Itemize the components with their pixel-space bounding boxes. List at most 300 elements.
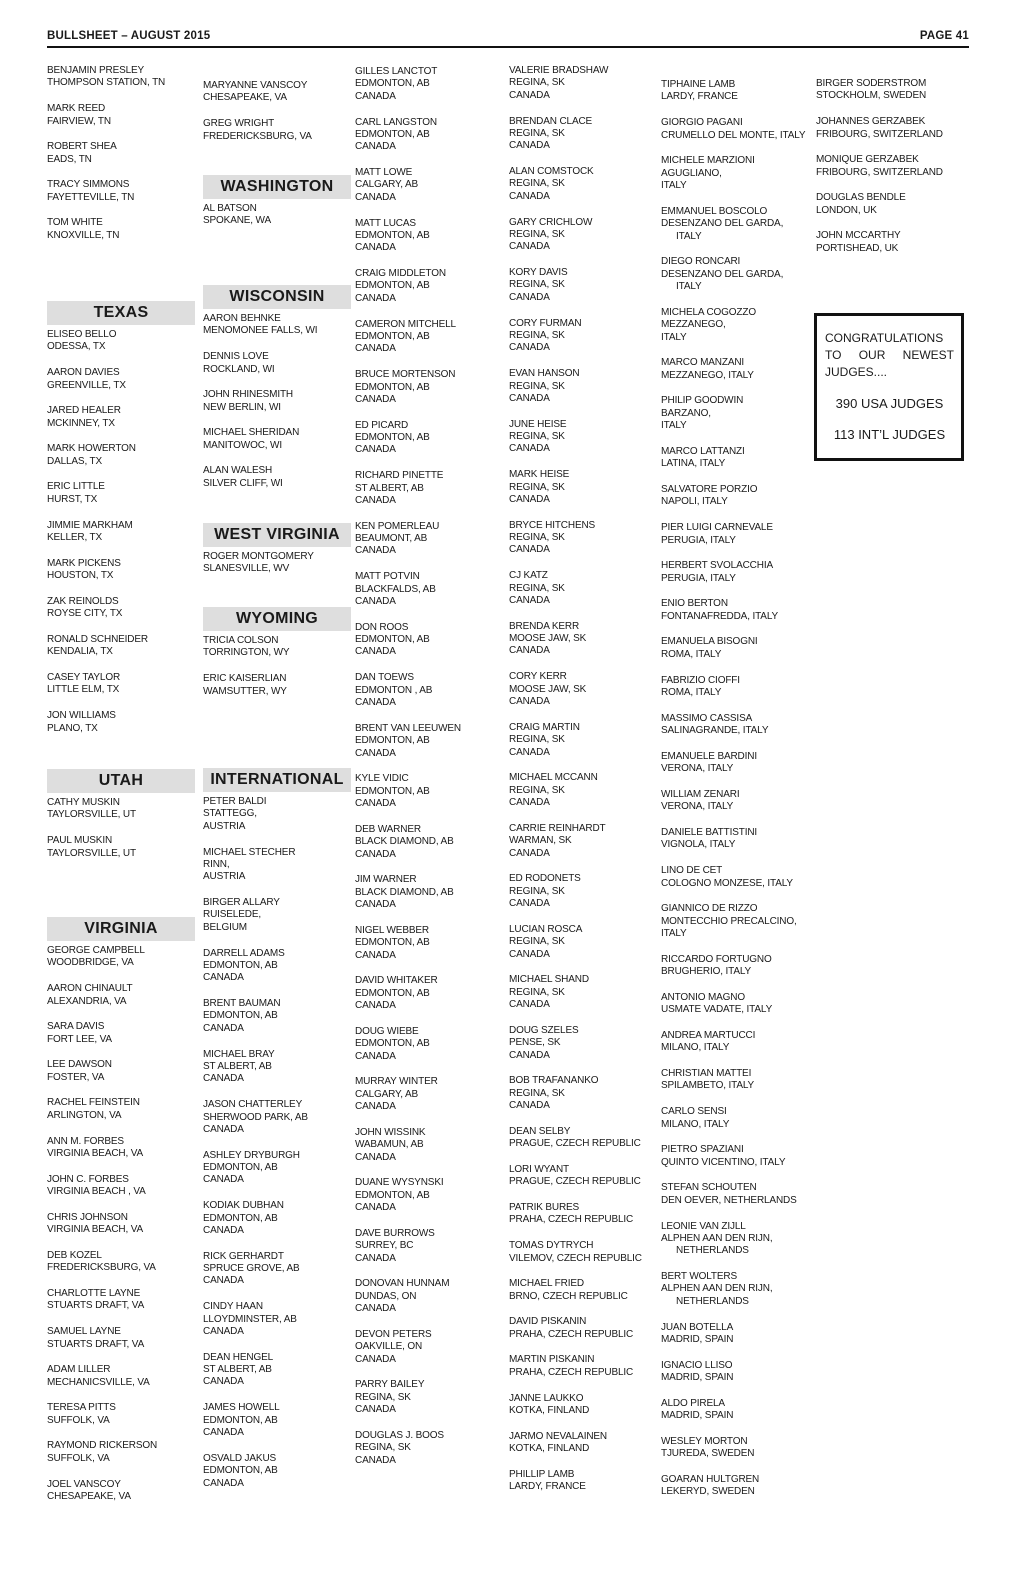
judge-entry [509,217,657,254]
judge-name: ALDO PIRELA [661,1397,725,1409]
judge-location: PRAHA, CZECH REPUBLIC [509,1366,634,1378]
judge-location: DUNDAS, ON [355,1290,417,1302]
judge-name: LUCIAN ROSCA [509,923,583,935]
judge-location: STUARTS DRAFT, VA [47,1300,145,1312]
judge-entry [355,874,503,911]
judge-location: MADRID, SPAIN [661,1410,734,1422]
judge-name: BOB TRAFANANKO [509,1075,599,1087]
judge-location: VIRGINIA BEACH , VA [47,1186,146,1198]
judge-entry [509,1025,657,1062]
judge-location: VIRGINIA BEACH, VA [47,1224,144,1236]
judge-name: JOHN RHINESMITH [203,389,293,401]
judge-location: CANADA [355,848,396,860]
virginia-section [47,917,195,1517]
judge-location: ITALY [661,928,687,940]
section-heading: INTERNATIONAL [203,768,351,792]
judge-entry [509,1164,657,1189]
judge-name: DOUGLAS J. BOOS [355,1429,444,1441]
judge-location: MEZZANEGO, ITALY [661,369,754,381]
judge-location: ITALY [676,281,702,293]
judge-name: RICCARDO FORTUGNO [661,953,772,965]
judge-name: JOHN MCCARTHY [816,230,901,242]
judge-location: CRUMELLO DEL MONTE, ITALY [661,129,806,141]
judge-name: CATHY MUSKIN [47,797,120,808]
judge-entry [355,723,503,760]
congrats-line-1: CONGRATULATIONS [825,331,944,345]
judge-entry [661,206,811,243]
judge-location: CANADA [355,90,396,102]
judge-entry [509,1202,657,1227]
judge-location: FRIBOURG, SWITZERLAND [816,128,943,140]
judge-entry [355,117,503,154]
judge-entry [661,954,811,979]
congratulations-box [814,313,964,461]
judge-entry [816,116,966,141]
judge-location: REGINA, SK [509,1087,565,1099]
judge-location: KOTKA, FINLAND [509,1443,590,1455]
judge-location: ALPHEN AAN DEN RIJN, [661,1283,773,1295]
judge-entry [509,469,657,506]
judge-location: CANADA [355,949,396,961]
judge-name: GIORGIO PAGANI [661,117,743,129]
judge-location: CANADA [509,645,550,657]
judge-entry [661,636,811,661]
judge-location: MILANO, ITALY [661,1042,730,1054]
judge-location: CANADA [355,595,396,607]
judge-location: CANADA [203,972,244,984]
judge-location: REGINA, SK [509,532,565,544]
section-heading: VIRGINIA [47,917,195,941]
west-virginia-list [203,551,351,576]
judge-name: MATT LUCAS [355,217,416,229]
judge-name: MICHAEL SHAND [509,974,589,986]
judge-name: ED RODONETS [509,873,581,885]
judge-entry [47,520,195,545]
judge-location: SUFFOLK, VA [47,1452,110,1464]
judge-entry [661,1030,811,1055]
judge-name: CRAIG MIDDLETON [355,268,446,280]
judge-name: DOUG WIEBE [355,1025,419,1037]
judge-location: REGINA, SK [509,77,565,89]
judge-location: SPOKANE, WA [203,215,271,227]
judge-location: CANADA [355,697,396,708]
judge-entry [661,1398,811,1423]
judge-name: MARK HOWERTON [47,443,136,455]
judge-name: ENIO BERTON [661,598,728,610]
judge-name: DOUGLAS BENDLE [816,192,906,204]
judge-location: REGINA, SK [509,329,565,341]
texas-list [47,329,195,735]
judge-location: NAPOLI, ITALY [661,496,728,508]
judge-location: LITTLE ELM, TX [47,684,120,696]
judge-entry [355,571,503,608]
judge-entry [509,267,657,304]
judge-location: MADRID, SPAIN [661,1372,734,1384]
judge-location: TAYLORSVILLE, UT [47,847,136,859]
judge-name: DEVON PETERS [355,1328,432,1340]
judge-name: MARK HEISE [509,469,570,481]
judge-location: WARMAN, SK [509,835,572,847]
judge-location: CANADA [355,1303,396,1315]
judge-name: JOHN WISSINK [355,1126,426,1138]
judge-name: TERESA PITTS [47,1402,116,1414]
judge-location: CANADA [203,1174,244,1186]
judge-location: CANADA [509,1100,550,1112]
judge-location: TJUREDA, SWEDEN [661,1448,755,1460]
judge-name: AARON BEHNKE [203,313,281,324]
judge-location: WOODBRIDGE, VA [47,957,134,969]
judge-location: EDMONTON, AB [355,1038,430,1050]
judge-location: PORTISHEAD, UK [816,242,899,254]
judge-name: SARA DAVIS [47,1021,105,1033]
judge-location: BELGIUM [203,921,247,933]
judge-entry [509,116,657,153]
judge-entry [661,789,811,814]
judge-entry [816,154,966,179]
judge-location: MEZZANEGO, [661,319,726,331]
judge-entry [47,1326,195,1351]
wisconsin-list [203,313,351,490]
section-heading: WISCONSIN [203,285,351,309]
judge-entry [661,1106,811,1131]
judge-entry [355,672,503,709]
judge-name: LEE DAWSON [47,1059,112,1071]
judge-location: MONTECCHIO PRECALCINO, [661,915,797,927]
judge-entry [355,218,503,255]
judge-location: EDMONTON, AB [203,1465,278,1477]
judge-location: CANADA [509,392,550,404]
judge-name: PHILLIP LAMB [509,1468,575,1480]
utah-list [47,797,195,860]
judge-name: ROBERT SHEA [47,141,117,153]
judge-name: BRUCE MORTENSON [355,369,456,381]
judge-name: AL BATSON [203,203,257,214]
judge-entry [816,192,966,217]
judge-location: MOOSE JAW, SK [509,633,587,645]
judge-entry [203,465,351,490]
judge-entry [47,1402,195,1427]
judge-location: CANADA [203,1224,244,1236]
judge-location: CANADA [509,544,550,556]
judge-name: WILLIAM ZENARI [661,788,740,800]
judge-name: CORY FURMAN [509,317,582,329]
washington-list [203,203,351,228]
judge-location: FREDERICKSBURG, VA [47,1262,156,1274]
judge-entry [355,925,503,962]
judge-name: MARCO LATTANZI [661,445,745,457]
judge-location: CANADA [509,190,550,202]
judge-location: ROYSE CITY, TX [47,608,123,620]
judge-name: JOHANNES GERZABEK [816,116,926,128]
judge-name: DUANE WYSYNSKI [355,1177,444,1189]
judge-location: PLANO, TX [47,722,98,734]
judge-entry [203,948,351,985]
judge-name: MICHAEL MCCANN [509,772,598,784]
judge-location: REGINA, SK [509,431,565,443]
judge-name: MARTIN PISKANIN [509,1354,595,1366]
judge-name: MICHAEL STECHER [203,846,296,858]
judge-location: CANADA [509,594,550,606]
judge-entry [509,1075,657,1112]
judge-location: SILVER CLIFF, WI [203,477,283,489]
judge-entry [661,1182,811,1207]
judge-entry [203,351,351,376]
judge-entry [203,1251,351,1288]
wyoming-list [203,635,351,698]
judge-entry [47,1059,195,1084]
judge-entry [661,522,811,547]
judge-name: AARON DAVIES [47,367,120,379]
judge-location: STUARTS DRAFT, VA [47,1338,145,1350]
judge-location: ARLINGTON, VA [47,1109,122,1121]
judge-location: CANADA [509,696,550,707]
judge-location: EDMONTON, AB [355,735,430,747]
judge-location: SPRUCE GROVE, AB [203,1263,300,1275]
judge-location: ALEXANDRIA, VA [47,995,127,1007]
judge-location: FAIRVIEW, TN [47,115,111,127]
judge-entry [47,1479,195,1504]
judge-name: DON ROOS [355,621,409,633]
judge-entry [47,1364,195,1389]
congrats-line-2: TO OUR NEWEST [825,348,954,362]
judge-entry [203,998,351,1035]
judge-location: CANADA [203,1427,244,1438]
judge-name: ZAK REINOLDS [47,595,119,607]
judge-entry [355,369,503,406]
judge-entry [203,635,351,660]
judge-location: EDMONTON, AB [355,280,430,292]
judge-location: CANADA [355,1050,396,1062]
judge-entry [47,1288,195,1313]
judge-location: MENOMONEE FALLS, WI [203,325,318,337]
judge-entry [203,389,351,414]
judge-entry [661,446,811,471]
judge-name: CORY KERR [509,671,567,683]
judge-location: CANADA [355,494,396,506]
judge-location: CANADA [509,291,550,303]
judge-name: GILLES LANCTOT [355,66,438,77]
judge-location: STOCKHOLM, SWEDEN [816,90,927,102]
judge-name: EMMANUEL BOSCOLO [661,205,768,217]
judge-name: ED PICARD [355,419,409,431]
judge-name: MARCO MANZANI [661,357,745,369]
judge-name: JOEL VANSCOY [47,1478,121,1490]
judge-location: MOOSE JAW, SK [509,683,587,695]
section-heading: WASHINGTON [203,175,351,199]
judge-entry [509,1278,657,1303]
judge-entry [355,1430,503,1467]
judge-entry [509,722,657,759]
judge-entry [355,167,503,204]
judge-entry [47,481,195,506]
judge-location: EDMONTON, AB [355,987,430,999]
judge-entry [203,1352,351,1389]
judge-name: JAMES HOWELL [203,1402,280,1414]
judge-location: ROCKLAND, WI [203,363,275,375]
judge-location: DESENZANO DEL GARDA, [661,268,784,280]
judge-entry [47,65,195,90]
judge-location: CALGARY, AB [355,1088,419,1100]
judge-entry [47,1440,195,1465]
judge-name: IGNACIO LLISO [661,1359,733,1371]
judge-entry [509,318,657,355]
judge-location: FORT LEE, VA [47,1033,112,1045]
judge-entry [47,672,195,697]
judge-name: DARRELL ADAMS [203,947,285,959]
judge-location: ITALY [661,331,687,343]
judge-location: LATINA, ITALY [661,458,726,470]
judge-entry [509,772,657,809]
judge-location: ST ALBERT, AB [203,1060,272,1072]
judge-location: CANADA [203,1022,244,1034]
judge-location: REGINA, SK [509,380,565,392]
judge-entry [509,166,657,203]
judge-location: CANADA [355,1454,396,1466]
judge-name: MASSIMO CASSISA [661,712,753,724]
judge-entry [661,992,811,1017]
judge-name: CARLO SENSI [661,1106,727,1118]
judge-location: NETHERLANDS [676,1295,749,1307]
judge-location: EDMONTON, AB [203,1414,278,1426]
virginia-continued [203,80,351,156]
judge-location: EDMONTON, AB [355,78,430,90]
judge-entry [661,598,811,623]
judge-entry [203,313,351,338]
judge-entry [47,1021,195,1046]
judge-name: MARYANNE VANSCOY [203,80,308,91]
judge-location: CANADA [509,342,550,354]
judge-entry [355,521,503,558]
judge-location: KNOXVILLE, TN [47,229,120,241]
judge-entry [203,897,351,934]
judge-entry [661,1360,811,1385]
judge-entry [355,1379,503,1416]
judge-location: DESENZANO DEL GARDA, [661,218,784,230]
judge-name: TRICIA COLSON [203,635,279,646]
judge-entry [47,634,195,659]
judge-entry [355,824,503,861]
judge-name: GIANNICO DE RIZZO [661,903,758,915]
judge-location: FRIBOURG, SWITZERLAND [816,166,943,178]
judge-entry [661,395,811,432]
tennessee-continued [47,65,195,256]
judge-location: CANADA [509,746,550,758]
judge-location: BEAUMONT, AB [355,533,428,545]
judge-entry [509,1316,657,1341]
section-heading: WEST VIRGINIA [203,523,351,547]
judge-entry [47,405,195,430]
judge-location: CANADA [355,242,396,254]
judge-location: TAYLORSVILLE, UT [47,809,136,821]
judge-entry [47,179,195,204]
judge-location: PRAGUE, CZECH REPUBLIC [509,1138,641,1150]
judge-location: ALPHEN AAN DEN RIJN, [661,1232,773,1244]
usa-judges-count: 390 USA JUDGES [835,396,944,411]
judge-location: BRUGHERIO, ITALY [661,966,752,978]
judge-name: SALVATORE PORZIO [661,484,758,496]
judge-name: SAMUEL LAYNE [47,1326,121,1338]
judge-location: EDMONTON, AB [355,432,430,444]
judge-location: MANITOWOC, WI [203,439,282,451]
judge-entry [47,945,195,970]
judge-entry [355,1127,503,1164]
judge-entry [203,673,351,698]
judge-name: RICHARD PINETTE [355,470,444,482]
judge-location: GREENVILLE, TX [47,379,126,391]
judge-entry [355,470,503,507]
judge-name: RONALD SCHNEIDER [47,633,148,645]
judge-location: EDMONTON, AB [355,330,430,342]
judge-location: FREDERICKSBURG, VA [203,130,312,142]
judge-location: CANADA [509,493,550,505]
judge-entry [355,1329,503,1366]
judge-name: RICK GERHARDT [203,1250,284,1262]
judge-location: REGINA, SK [509,734,565,746]
judge-name: CAMERON MITCHELL [355,318,456,330]
judge-entry [47,1250,195,1275]
judge-entry [509,974,657,1011]
judge-location: VIRGINIA BEACH, VA [47,1147,144,1159]
judge-entry [203,551,351,576]
west-virginia-section [203,523,351,589]
judge-entry [509,873,657,910]
judge-name: TOMAS DYTRYCH [509,1240,594,1252]
judge-entry [47,558,195,583]
judge-entry [509,570,657,607]
judge-entry [661,827,811,852]
judge-entry [661,357,811,382]
judge-name: MATT LOWE [355,167,413,179]
judge-location: EDMONTON, AB [203,1162,278,1174]
judge-entry [47,1097,195,1122]
judge-name: ALAN WALESH [203,465,273,477]
judge-name: BERT WOLTERS [661,1271,737,1283]
judge-location: KELLER, TX [47,531,103,543]
judge-entry [355,622,503,659]
judge-entry [661,484,811,509]
judge-location: EDMONTON, AB [355,1189,430,1201]
judge-location: SURREY, BC [355,1240,414,1252]
judge-location: NEW BERLIN, WI [203,401,281,413]
judge-name: TIPHAINE LAMB [661,79,736,90]
judge-name: DANIELE BATTISTINI [661,827,758,838]
judge-entry [47,443,195,468]
judge-location: CANADA [509,999,550,1011]
judge-location: FONTANAFREDDA, ITALY [661,610,779,622]
judge-name: KEN POMERLEAU [355,520,440,532]
judge-location: CANADA [509,1049,550,1061]
judge-location: WAMSUTTER, WY [203,685,287,697]
judge-location: CANADA [355,141,396,153]
judge-location: CANADA [355,1101,396,1113]
judge-name: PIETRO SPAZIANI [661,1144,744,1156]
judge-location: CANADA [355,1404,396,1416]
judge-name: CHRISTIAN MATTEI [661,1068,752,1080]
judge-name: EMANUELE BARDINI [661,750,757,762]
judge-name: BRENDAN CLACE [509,115,593,127]
judge-entry [816,78,966,103]
judge-entry [509,419,657,456]
judge-location: REGINA, SK [509,582,565,594]
judge-location: BLACK DIAMOND, AB [355,886,454,898]
judge-location: FAYETTEVILLE, TN [47,191,135,203]
canada-list [355,66,503,1480]
judge-name: CRAIG MARTIN [509,721,580,733]
judge-entry [355,1026,503,1063]
judge-entry [355,773,503,810]
judge-location: LEKERYD, SWEDEN [661,1486,755,1498]
intl-judges-count: 113 INT’L JUDGES [833,427,946,442]
